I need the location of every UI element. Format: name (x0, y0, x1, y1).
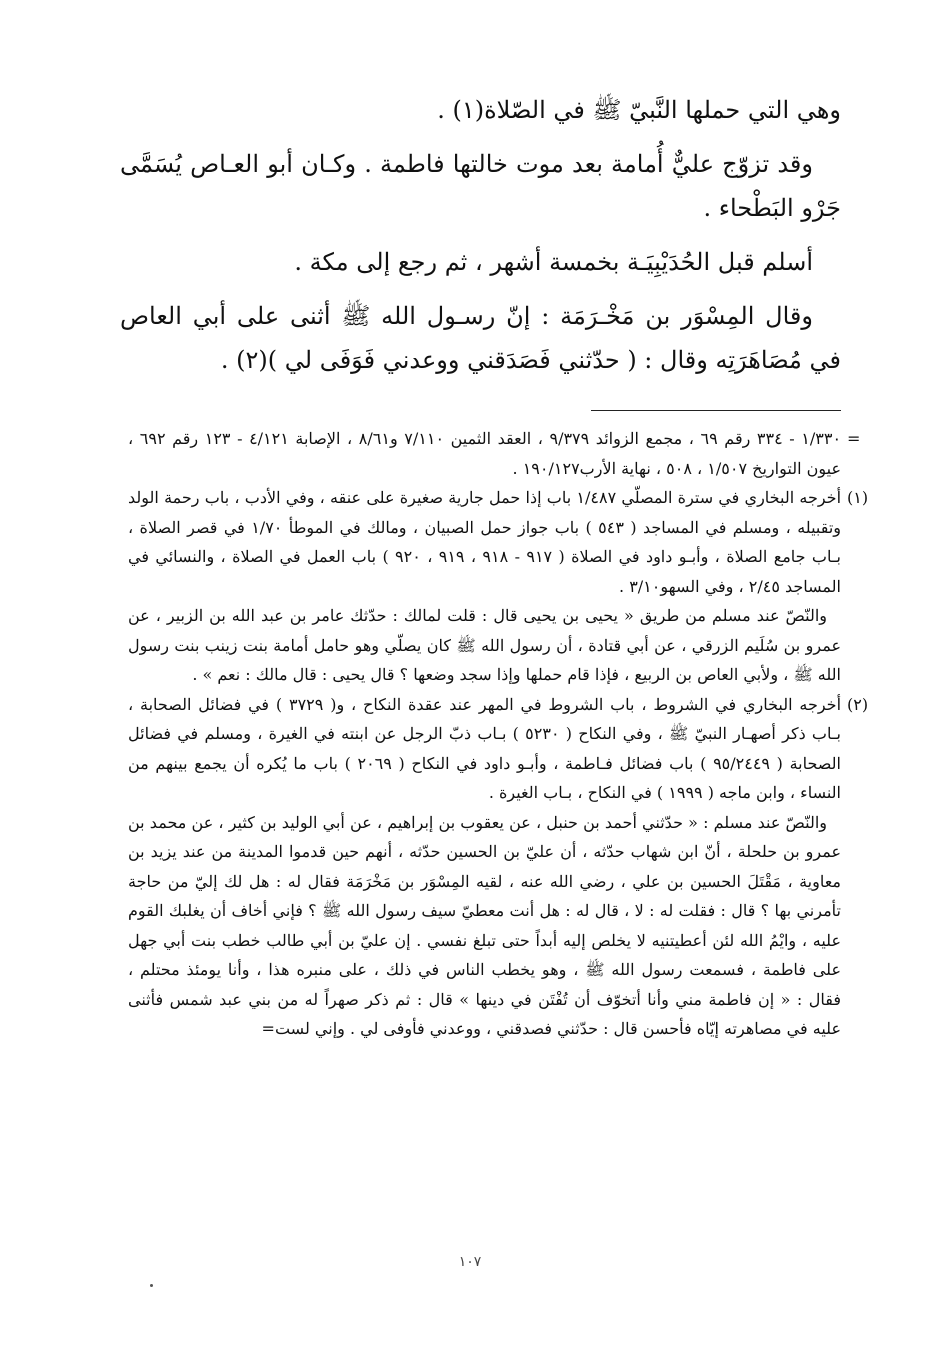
page-number: ١٠٧ (458, 1254, 482, 1270)
footnote-marker: = (847, 429, 861, 448)
main-text (120, 88, 841, 382)
footnote-paragraph: أخرجه البخاري في سترة المصلّي ١/٤٨٧ باب إذا حمل جارية صغيرة على عنقه ، وفي الأدب ، باب رحمة الولد وتقبيله ، ومسلم في المساجد ( ٥٤٣ ) باب جواز حمل الصبيان ، ومالك في الموطأ ١/٧٠ في قصر الصلاة ، بـاب جامع الصلاة ، وأبـو داود في الصلاة ( ٩١٧ - ٩١٨ ، ٩١٩ ، ٩٢٠ ) باب العمل في الصلاة ، والنسائي في المساجد ٢/٤٥ ، وفي السهو٣/١٠ . (128, 488, 842, 596)
footnote-marker: (٢) (847, 694, 869, 714)
footnote-1 (128, 483, 869, 690)
footnote-paragraph: أخرجه البخاري في الشروط ، باب الشروط في المهر عند عقدة النكاح ، و( ٣٧٢٩ ) في فضائل الصحابة ، بـاب ذكر أصهـار النبيّ ﷺ ، وفي النكاح ( ٥٢٣٠ ) بـاب ذبّ الرجل عن ابنته في الغيرة ، ومسلم في فضائل الصحابة ( ٩٥/٢٤٤٩ ) باب فضائل فـاطمة ، وأبـو داود في النكاح ( ٢٠٦٩ ) باب ما يُكره أن يجمع بينهم من النساء ، وابن ماجه ( ١٩٩٩ ) في النكاح ، بـاب الغيرة . (128, 694, 842, 802)
main-paragraph-3: أسلم قبل الحُدَيْبِيَـة بخمسة أشهر ، ثم رجع إلى مكة . (294, 248, 813, 276)
footnotes (128, 424, 869, 1044)
main-paragraph-4: وقال المِسْوَر بن مَخْـرَمَة : إنّ رسـول الله ﷺ أثنى على أبي العاص في مُصَاهَرَتِه وقال : ( حدّثني فَصَدَقني ووعدني فَوَفَى لي )(٢) . (120, 302, 841, 374)
footnote-paragraph: والنّصّ عند مسلم : « حدّثني أحمد بن حنبل ، عن يعقوب بن إبراهيم ، عن أبي الوليد بن كثير ، عن محمد بن عمرو بن حلحلة ، أنّ ابن شهاب حدّثه ، أن عليّ بن الحسين حدّثه ، أنهم حين قدموا المدينة من عند يزيد بن معاوية ، مَقْتَلَ الحسين بن علي ، رضي الله عنه ، لقيه المِسْوَر بن مَخْرَمَة فقال له : هل لك إليّ من حاجة تأمرني بها ؟ قال : فقلت له : لا ، قال له : هل أنت معطيّ سيف رسول الله ﷺ ؟ فإني أخاف أن يغلبك القوم عليه ، وايْمُ الله لئن أعطيتنيه لا يخلص إليه أبداً حتى تبلغ نفسي . إن عليّ بن أبي طالب خطب بنت أبي جهل على فاطمة ، فسمعت رسول الله ﷺ ، وهو يخطب الناس في ذلك ، على منبره هذا ، وأنا يومئذ محتلم ، فقال : « إن فاطمة مني وأنا أتخوّف أن تُفْتَن في دينها » قال : ثم ذكر صهراً له من بني عبد شمس فأثنى عليه في مصاهرته إيّاه فأحسن قال : حدّثني فصدقني ، ووعدني فأوفى لي . وإني لست= (128, 812, 842, 1038)
main-paragraph-1: وهي التي حملها النَّبيّ ﷺ في الصّلاة(١) . (437, 96, 841, 124)
main-paragraph-2: وقد تزوّج عليٌّ أُمامة بعد موت خالتها فاطمة . وكـان أبو العـاص يُسَمَّى جَرْو البَطْحاء . (120, 150, 841, 222)
footnote-separator (591, 410, 841, 411)
footnote-paragraph: ١/٣٣٠ - ٣٣٤ رقم ٦٩ ، مجمع الزوائد ٩/٣٧٩ ، العقد الثمين ٧/١١٠ و٨/٦١ ، الإصابة ٤/١٢١ - ١٢٣ رقم ٦٩٢ ، عيون التواريخ ١/٥٠٧ ، ٥٠٨ ، نهاية الأرب١٩٠/١٢٧ . (128, 429, 842, 478)
scan-speck (150, 1284, 153, 1287)
footnote-paragraph: والنّصّ عند مسلم من طريق « يحيى بن يحيى قال : قلت لمالك : حدّثك عامر بن عبد الله بن الزبير ، عن عمرو بن سُلَيم الزرقي ، عن أبي قتادة ، أن رسول الله ﷺ كان يصلّي وهو حامل أمامة بنت زينب بنت رسول الله ﷺ ، ولأبي العاص بن الربيع ، فإذا قام حملها وإذا سجد وضعها ؟ قال يحيى : قال مالك : نعم » . (128, 606, 841, 684)
footnote-marker: (١) (847, 488, 869, 507)
footnote-2 (128, 690, 869, 1044)
footnote-continued (128, 424, 861, 483)
